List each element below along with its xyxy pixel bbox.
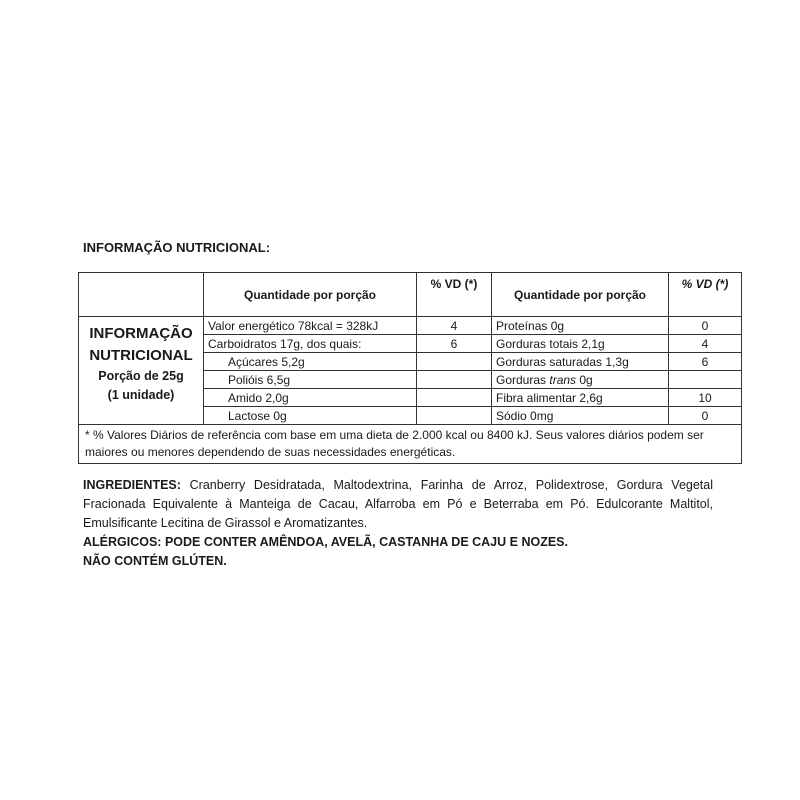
vd-right: 4 [669, 335, 742, 353]
ingredients-paragraph [83, 476, 713, 533]
nutrition-table [78, 272, 742, 464]
header-vd-right: % VD (*) [669, 273, 742, 317]
nutrient-right: Gorduras saturadas 1,3g [492, 353, 669, 371]
portion-unit: (1 unidade) [107, 388, 175, 402]
header-empty-cell [79, 273, 204, 317]
nutrient-right [492, 371, 669, 389]
table-header-row [79, 273, 742, 317]
vd-left [417, 371, 492, 389]
side-title-line1: INFORMAÇÃO [89, 325, 193, 342]
nutrient-right: Proteínas 0g [492, 317, 669, 335]
vd-right [669, 371, 742, 389]
nutrient-right: Sódio 0mg [492, 407, 669, 425]
vd-left [417, 389, 492, 407]
vd-right: 0 [669, 407, 742, 425]
vd-right: 10 [669, 389, 742, 407]
header-vd: % VD (*) [417, 273, 492, 317]
gluten-statement: NÃO CONTÉM GLÚTEN. [83, 554, 227, 568]
header-quantity: Quantidade por porção [204, 273, 417, 317]
table-row [79, 317, 742, 335]
vd-left [417, 407, 492, 425]
footnote-row [79, 425, 742, 464]
vd-left: 6 [417, 335, 492, 353]
side-info-cell [79, 317, 204, 425]
trans-prefix: Gorduras [496, 372, 550, 387]
header-quantity-right: Quantidade por porção [492, 273, 669, 317]
ingredients-label: INGREDIENTES: [83, 478, 181, 492]
vd-right: 0 [669, 317, 742, 335]
nutrient-left: Lactose 0g [204, 407, 417, 425]
nutrient-right: Fibra alimentar 2,6g [492, 389, 669, 407]
ingredients-text: Cranberry Desidratada, Maltodextrina, Farinha de Arroz, Polidextrose, Gordura Vegetal Fracionada Equivalente à Manteiga de Cacau, Alfarroba em Pó e Beterraba em Pó. Edulcorante Maltitol, Emulsificante Lecitina de Girassol e Aromatizantes. [83, 478, 713, 530]
trans-word: trans [549, 372, 577, 387]
nutrient-left: Valor energético 78kcal = 328kJ [204, 317, 417, 335]
trans-suffix: 0g [576, 372, 593, 387]
nutrient-left: Açúcares 5,2g [204, 353, 417, 371]
footnote: * % Valores Diários de referência com base em uma dieta de 2.000 kcal ou 8400 kJ. Seus valores diários podem ser maiores ou menores dependendo de suas necessidades energéticas. [79, 425, 742, 464]
ingredients-block [83, 476, 713, 571]
vd-right: 6 [669, 353, 742, 371]
allergens-warning: ALÉRGICOS: PODE CONTER AMÊNDOA, AVELÃ, CASTANHA DE CAJU E NOZES. [83, 535, 568, 549]
side-title-line2: NUTRICIONAL [89, 347, 193, 364]
nutrient-left: Amido 2,0g [204, 389, 417, 407]
nutrient-left: Polióis 6,5g [204, 371, 417, 389]
nutrient-right: Gorduras totais 2,1g [492, 335, 669, 353]
vd-left: 4 [417, 317, 492, 335]
nutrient-left: Carboidratos 17g, dos quais: [204, 335, 417, 353]
vd-left [417, 353, 492, 371]
section-title: INFORMAÇÃO NUTRICIONAL: [83, 240, 271, 255]
portion-size: Porção de 25g [98, 369, 184, 383]
